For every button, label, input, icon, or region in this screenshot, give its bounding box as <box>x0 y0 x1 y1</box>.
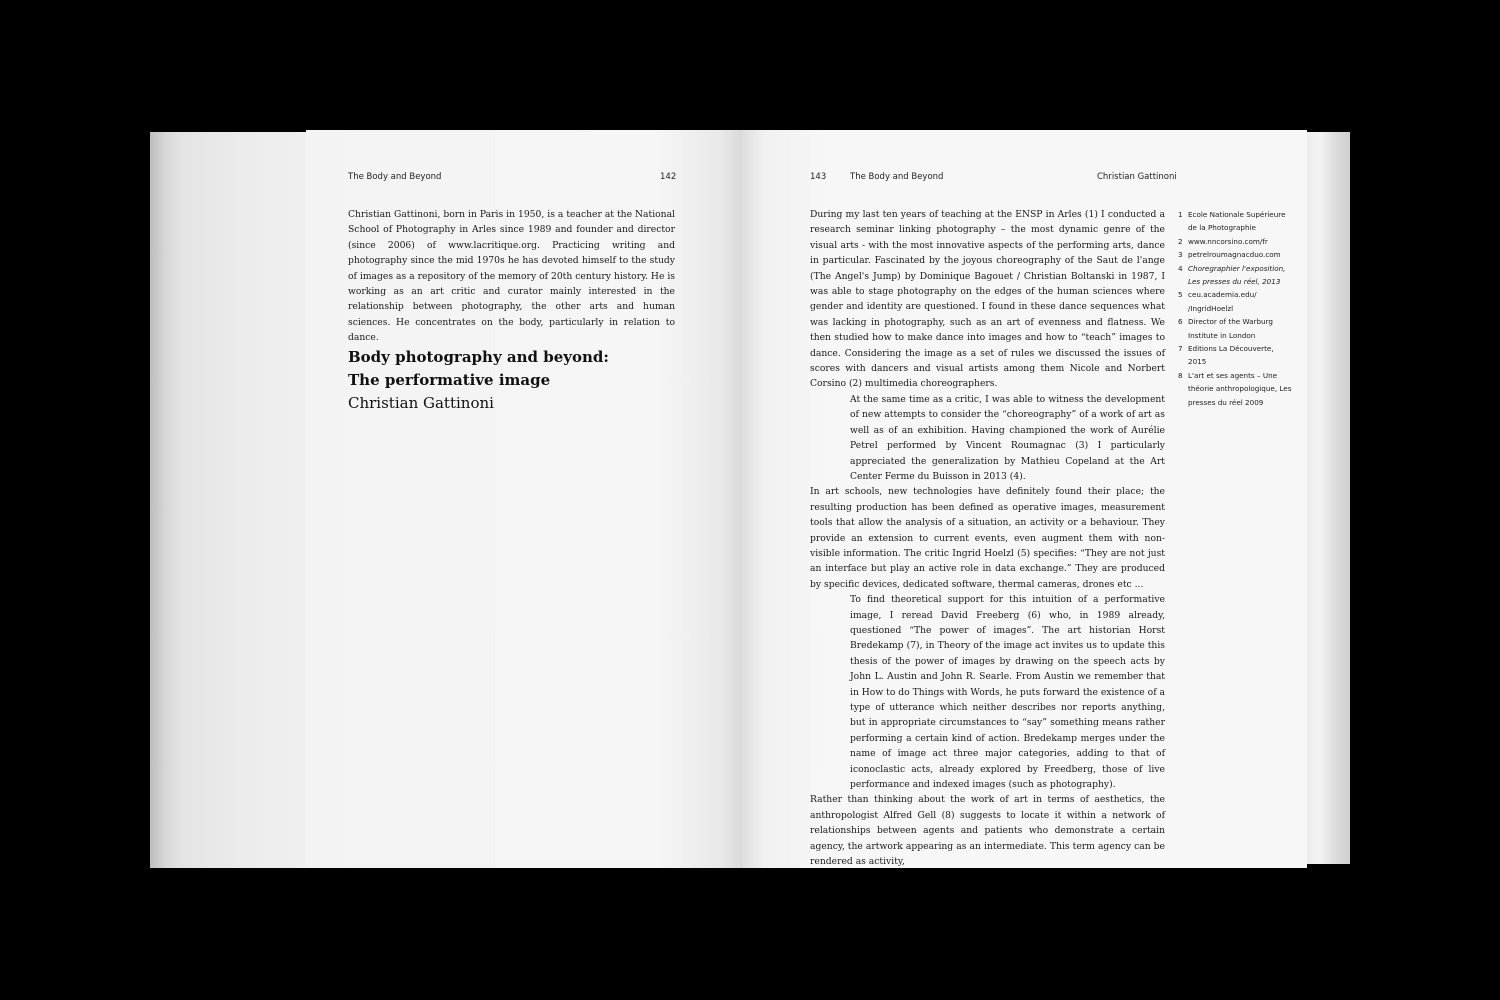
footnote: 1 Ecole Nationale Supérieure de la Photographie <box>1178 210 1286 233</box>
footnote: 4 Choregraphier l'exposition, Les presses du réel, 2013 <box>1178 263 1286 287</box>
title-author: Christian Gattinoni <box>348 394 494 412</box>
paragraph-1: During my last ten years of teaching at the ENSP in Arles (1) I conducted a research seminar linking photography – the most dynamic genre of the visual arts - with the most innovative aspects of the performing arts, dance in particular. Fascinated by the joyous choreography of the Saut de l'ange (The Angel's Jump) by Dominique Bagouet / Christian Boltanski in 1987, I was able to stage photography on the edges of the human sciences where gender and identity are questioned. I found in these dance sequences what was lacking in photography, such as an art of evenness and flatness. We then studied how to make dance into images and how to “teach” images to dance. Considering the image as a set of rules we discussed the issues of scores with dancers and visual artists among them Nicole and Norbert Corsino (2) multimedia choreographers. <box>810 209 1165 390</box>
left-page-number: 142 <box>660 172 677 182</box>
right-running-head-author: Christian Gattinoni <box>1097 172 1177 182</box>
title-line-2: The performative image <box>348 371 551 389</box>
left-running-head: The Body and Beyond <box>348 172 442 182</box>
footnote: 7 Editions La Découverte, 2015 <box>1178 344 1274 367</box>
article-body <box>810 207 1165 869</box>
footnote: 8 L'art et ses agents – Une théorie anthropologique, Les presses du réel 2009 <box>1178 370 1292 407</box>
right-page-number: 143 <box>810 172 827 182</box>
author-bio: Christian Gattinoni, born in Paris in 1950, is a teacher at the National School of Photography in Arles since 1989 and founder and director (since 2006) of www.lacritique.org. Practicing writing and photography since the mid 1970s he has devoted himself to the study of images as a repository of the memory of 20th century history. He is working as an art critic and curator mainly interested in the relationship between photography, the other arts and human sciences. He concentrates on the body, particularly in relation to dance. <box>348 209 675 344</box>
book-cover-edge-left <box>150 132 310 868</box>
title-line-1: Body photography and beyond: <box>348 348 609 366</box>
book-page-edges-right <box>1300 132 1350 864</box>
footnote: 3 petrelroumagnacduo.com <box>1178 250 1281 260</box>
article-title <box>348 346 609 415</box>
paragraph-2: At the same time as a critic, I was able to witness the development of new attempts to consider the “choreography” of a work of art as well as of an exhibition. Having championed the work of Aurélie Petrel performed by Vincent Roumagnac (3) I particularly appreciated the generalization by Mathieu Copeland at the Art Center Ferme du Buisson in 2013 (4). <box>850 393 1165 482</box>
footnote: 5 ceu.academia.edu/ /IngridHoelzl <box>1178 290 1257 313</box>
paragraph-4: To find theoretical support for this intuition of a performative image, I reread David Freeberg (6) who, in 1989 already, questioned “The power of images”. The art historian Horst Bredekamp (7), in Theory of the image act invites us to update this thesis of the power of images by drawing on the speech acts by John L. Austin and John R. Searle. From Austin we remember that in How to do Things with Words, he puts forward the existence of a type of utterance which neither describes nor reports anything, but in appropriate circumstances to “say” something means rather performing a certain kind of action. Bredekamp merges under the name of image act three major categories, adding to that of iconoclastic acts, already explored by Freedberg, those of live performance and indexed images (such as photography). <box>850 594 1165 791</box>
right-running-head: The Body and Beyond <box>850 172 944 182</box>
footnote: 2 www.nncorsino.com/fr <box>1178 236 1268 246</box>
footnote: 6 Director of the Warburg Institute in London <box>1178 317 1273 340</box>
footnotes-list <box>1178 208 1293 409</box>
paragraph-5: Rather than thinking about the work of art in terms of aesthetics, the anthropologist Alfred Gell (8) suggests to locate it within a network of relationships between agents and patients who demonstrate a certain agency, the artwork appearing as an intermediate. This term agency can be rendered as activity, <box>810 794 1165 868</box>
paragraph-3: In art schools, new technologies have definitely found their place; the resulting production has been defined as operative images, measurement tools that allow the analysis of a situation, an activity or a behaviour. They provide an extension to current events, even augment them with non-visible information. The critic Ingrid Hoelzl (5) specifies: “They are not just an interface but play an active role in data exchange.” They are produced by specific devices, dedicated software, thermal cameras, drones etc ... <box>810 486 1165 590</box>
